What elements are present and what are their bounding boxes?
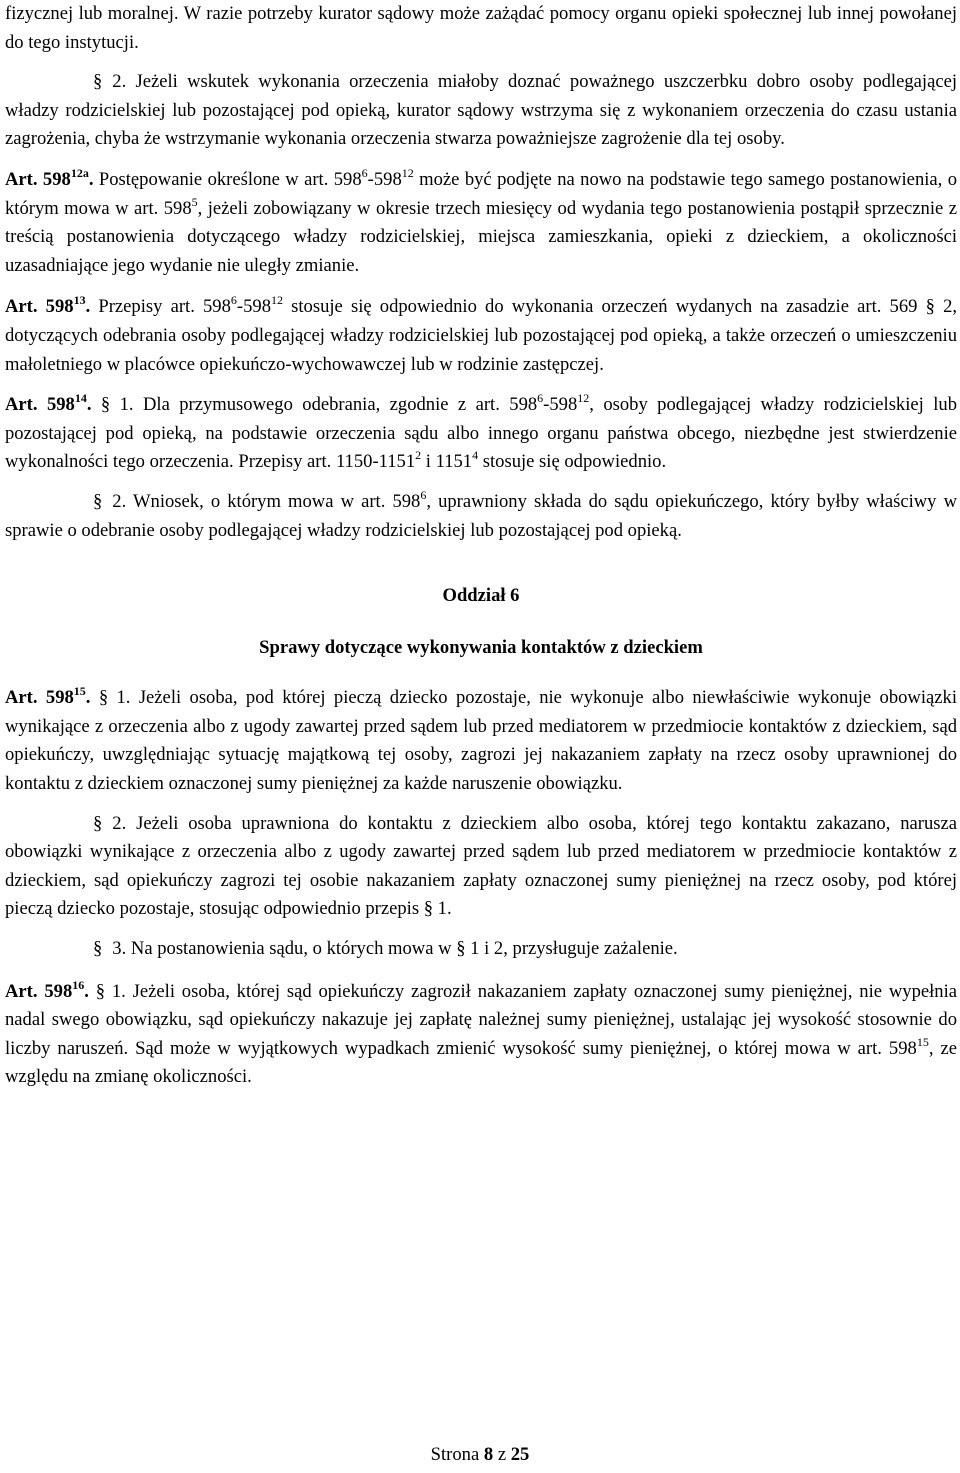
section-sign: § bbox=[93, 490, 103, 512]
article-598-15-paragraph-3: § 3. Na postanowienia sądu, o których mowa w § 1 i 2, przysługuje zażalenie. bbox=[5, 935, 957, 964]
section-sign: § bbox=[98, 687, 109, 709]
section-sign: § bbox=[95, 980, 106, 1002]
article-598-12a: Art. $598^{12a}$. Postępowanie określone w art. $598^6-598^{12}$ może być podjęte na nowo na podstawie tego samego postanowienia, o którym mowa w art. $598^5$, jeżeli zobowiązany w okresie trzech miesięcy od wydania tego postanowienia postąpił sprzecznie z treścią postanowienia dotyczącego władzy rodzicielskiej, miejsca zamieszkania, opieki z dzieckiem, a okoliczności uzasadniające jego wydanie nie uległy zmianie. bbox=[5, 165, 958, 276]
section-sign: § bbox=[93, 71, 103, 93]
current-page-number: 8 bbox=[483, 1444, 494, 1465]
section-sign: § bbox=[456, 938, 466, 960]
article-598-14-paragraph-2: § 2. Wniosek, o którym mowa w art. $598^6$, uprawniony składa do sądu opiekuńczego, który byłby właściwy w sprawie o odebranie osoby podlegającej władzy rodzicielskiej lub pozostającej pod opieką. bbox=[5, 487, 957, 541]
total-pages: 25 bbox=[510, 1444, 530, 1465]
article-598-14: Art. $598^{14}$. § 1. Dla przymusowego odebrania, zgodnie z art. $598^6-598^{12}$, osoby podlegającej władzy rodzicielskiej lub pozostającej pod opieką, na podstawie orzeczenia sądu albo innego organu państwa obcego, niezbędne jest stwierdzenie wykonalności tego orzeczenia. Przepisy art. 1150-1151$^2$ i 1151$^4$ stosuje się odpowiednio. bbox=[5, 391, 957, 473]
article-598-13: Art. $598^{13}$. Przepisy art. $598^6-598^{12}$ stosuje się odpowiednio do wykonania orzeczeń wydanych na zasadzie art. 569 § 2, dotyczących odebrania osoby podlegającej władzy rodzicielskiej lub pozostającej pod opieką, a także orzeczeń o umieszczeniu małoletniego w placówce opiekuńczo-wychowawczej lub w rodzinie zastępczej. bbox=[5, 293, 958, 375]
article-597-paragraph-2: § 2. Jeżeli wskutek wykonania orzeczenia miałoby doznać poważnego uszczerbku dobro osoby podlegającej władzy rodzicielskiej lub pozostającej pod opieką, kurator sądowy wstrzyma się z wykonaniem orzeczenia do czasu ustania zagrożenia, chyba że wstrzymanie wykonania orzeczenia stwarza poważniejsze zagrożenie dla tej osoby. bbox=[5, 68, 957, 154]
section-sign: § bbox=[423, 898, 434, 920]
paragraph-continuation: fizycznej lub moralnej. W razie potrzeby kurator sądowy może zażądać pomocy organu opieki społecznej lub innej powołanej do tego instytucji. bbox=[5, 3, 957, 53]
division-heading: Oddział 6 bbox=[442, 585, 520, 607]
article-label: Art. $598^{13}$. bbox=[5, 293, 91, 318]
division-title: Sprawy dotyczące wykonywania kontaktów z dzieckiem bbox=[259, 636, 703, 658]
article-598-15: Art. $598^{15}$. § 1. Jeżeli osoba, pod której pieczą dziecko pozostaje, nie wykonuje albo niewłaściwie wykonuje obowiązki wynikające z orzeczenia albo z ugody zawartej przed sądem lub przed mediatorem w przedmiocie kontaktów z dzieckiem, sąd opiekuńczy, uwzględniając sytuację majątkową tej osoby, zagrozi jej nakazaniem zapłaty na rzecz osoby uprawnionej do kontaktu z dzieckiem oznaczonej sumy pieniężnej za każde naruszenie obowiązku. bbox=[5, 684, 957, 795]
article-598-15-paragraph-2: § 2. Jeżeli osoba uprawniona do kontaktu z dzieckiem albo osoba, której tego kontaktu zakazano, narusza obowiązki wynikające z orzeczenia albo z ugody zawartej przed sądem lub przed mediatorem w przedmiocie kontaktów z dzieckiem, sąd opiekuńczy zagrozi tej osobie nakazaniem zapłaty oznaczonej sumy pieniężnej na rzecz osoby, pod której pieczą dziecko pozostaje, stosując odpowiednio przepis § 1. bbox=[5, 810, 957, 924]
article-598-16: Art. $598^{16}$. § 1. Jeżeli osoba, której sąd opiekuńczy zagroził nakazaniem zapłaty oznaczonej sumy pieniężnej, nie wypełnia nadal swego obowiązku, sąd opiekuńczy nakazuje jej zapłatę należnej sumy pieniężnej, ustalając jej wysokość stosownie do liczby naruszeń. Sąd może w wyjątkowych wypadkach zmienić wysokość sumy pieniężnej, o której mowa w art. $598^{15}$, ze względu na zmianę okoliczności. bbox=[5, 977, 958, 1088]
section-sign: § bbox=[93, 938, 103, 960]
article-label: Art. $598^{14}$. bbox=[5, 391, 92, 416]
section-sign: § bbox=[100, 394, 111, 416]
section-sign: § bbox=[925, 296, 935, 318]
article-label: Art. $598^{16}$. bbox=[5, 977, 89, 1002]
article-label: Art. $598^{12a}$. bbox=[5, 165, 94, 190]
page-footer: Strona 8 z 25 bbox=[430, 1444, 530, 1465]
section-sign: § bbox=[93, 812, 103, 834]
article-label: Art. $598^{15}$. bbox=[5, 684, 91, 709]
document-page bbox=[5, 0, 957, 1092]
